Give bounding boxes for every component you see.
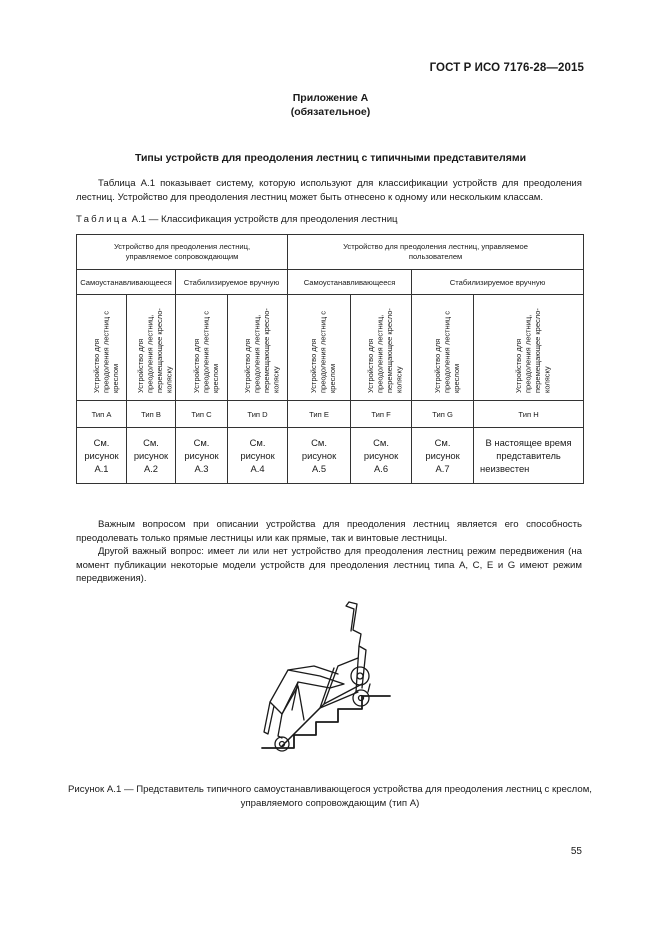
type-cell: Тип С (176, 401, 228, 428)
subgroup-header: Самоустанавливающееся (77, 270, 176, 295)
annex-heading (0, 91, 661, 119)
description-cell: Устройство для преодоления лестниц, перемещающее кресло-коляску (228, 295, 288, 401)
annex-status: (обязательное) (290, 106, 371, 118)
description-cell: Устройство для преодоления лестниц с креслом (288, 295, 351, 401)
subgroup-header: Самоустанавливающееся (288, 270, 412, 295)
figure-ref-cell: См. рисунок А.3 (176, 428, 228, 484)
table-caption-text: А.1 — Классификация устройств для преодоления лестниц (129, 214, 398, 225)
intro-paragraph: Таблица А.1 показывает систему, которую используют для классификации устройств для преодоления лестниц. Устройство для преодоления лестниц может быть отнесено к одному или нескольким классам. (76, 178, 582, 203)
type-cell: Тип F (351, 401, 412, 428)
figure-ref-cell: См. рисунок А.6 (351, 428, 412, 484)
paragraph-travel-mode: Другой важный вопрос: имеет ли или нет устройство для преодоления лестниц режим передвижения (на момент публикации некоторые модели устройств для преодоления лестниц типа А, С, Е и G имеют режим передвижения). (76, 546, 582, 584)
figure-ref-cell: В настоящее время представитель неизвестен (474, 428, 584, 484)
subgroup-header: Стабилизируемое вручную (412, 270, 584, 295)
type-cell: Тип D (228, 401, 288, 428)
description-cell: Устройство для преодоления лестниц с креслом (412, 295, 474, 401)
figure-ref-cell: См. рисунок А.2 (127, 428, 176, 484)
annex-title: Приложение А (292, 92, 369, 104)
description-cell: Устройство для преодоления лестниц с креслом (176, 295, 228, 401)
classification-table (76, 234, 584, 484)
figure-caption: Рисунок А.1 — Представитель типичного самоустанавливающегося устройства для преодоления лестниц с креслом, управляемого сопровождающим (тип А) (68, 784, 592, 809)
type-cell: Тип Н (474, 401, 584, 428)
figure-ref-cell: См. рисунок А.4 (228, 428, 288, 484)
type-cell: Тип G (412, 401, 474, 428)
type-cell: Тип Е (288, 401, 351, 428)
table-caption (76, 214, 398, 225)
section-heading: Типы устройств для преодоления лестниц с типичными представителями (134, 152, 527, 164)
type-cell: Тип В (127, 401, 176, 428)
description-cell: Устройство для преодоления лестниц с креслом (77, 295, 127, 401)
table-caption-label: Таблица (76, 214, 130, 225)
stair-climber-illustration (258, 596, 400, 756)
subgroup-header: Стабилизируемое вручную (176, 270, 288, 295)
description-cell: Устройство для преодоления лестниц, перемещающее кресло-коляску (351, 295, 412, 401)
standard-designation: ГОСТ Р ИСО 7176-28—2015 (429, 62, 584, 74)
paragraph-stairs: Важным вопросом при описании устройства для преодоления лестниц является его способность преодолевать только прямые лестницы или как прямые, так и винтовые лестницы. (76, 519, 582, 544)
type-cell: Тип А (77, 401, 127, 428)
description-cell: Устройство для преодоления лестниц, перемещающее кресло-коляску (474, 295, 584, 401)
figure-ref-cell: См. рисунок А.5 (288, 428, 351, 484)
description-cell: Устройство для преодоления лестниц, перемещающее кресло-коляску (127, 295, 176, 401)
group-header-attendant: Устройство для преодоления лестниц, управляемое сопровождающим (77, 235, 288, 270)
page-number: 55 (570, 846, 582, 857)
figure-ref-cell: См. рисунок А.7 (412, 428, 474, 484)
figure-ref-cell: См. рисунок А.1 (77, 428, 127, 484)
group-header-user: Устройство для преодоления лестниц, управляемое пользователем (288, 235, 584, 270)
